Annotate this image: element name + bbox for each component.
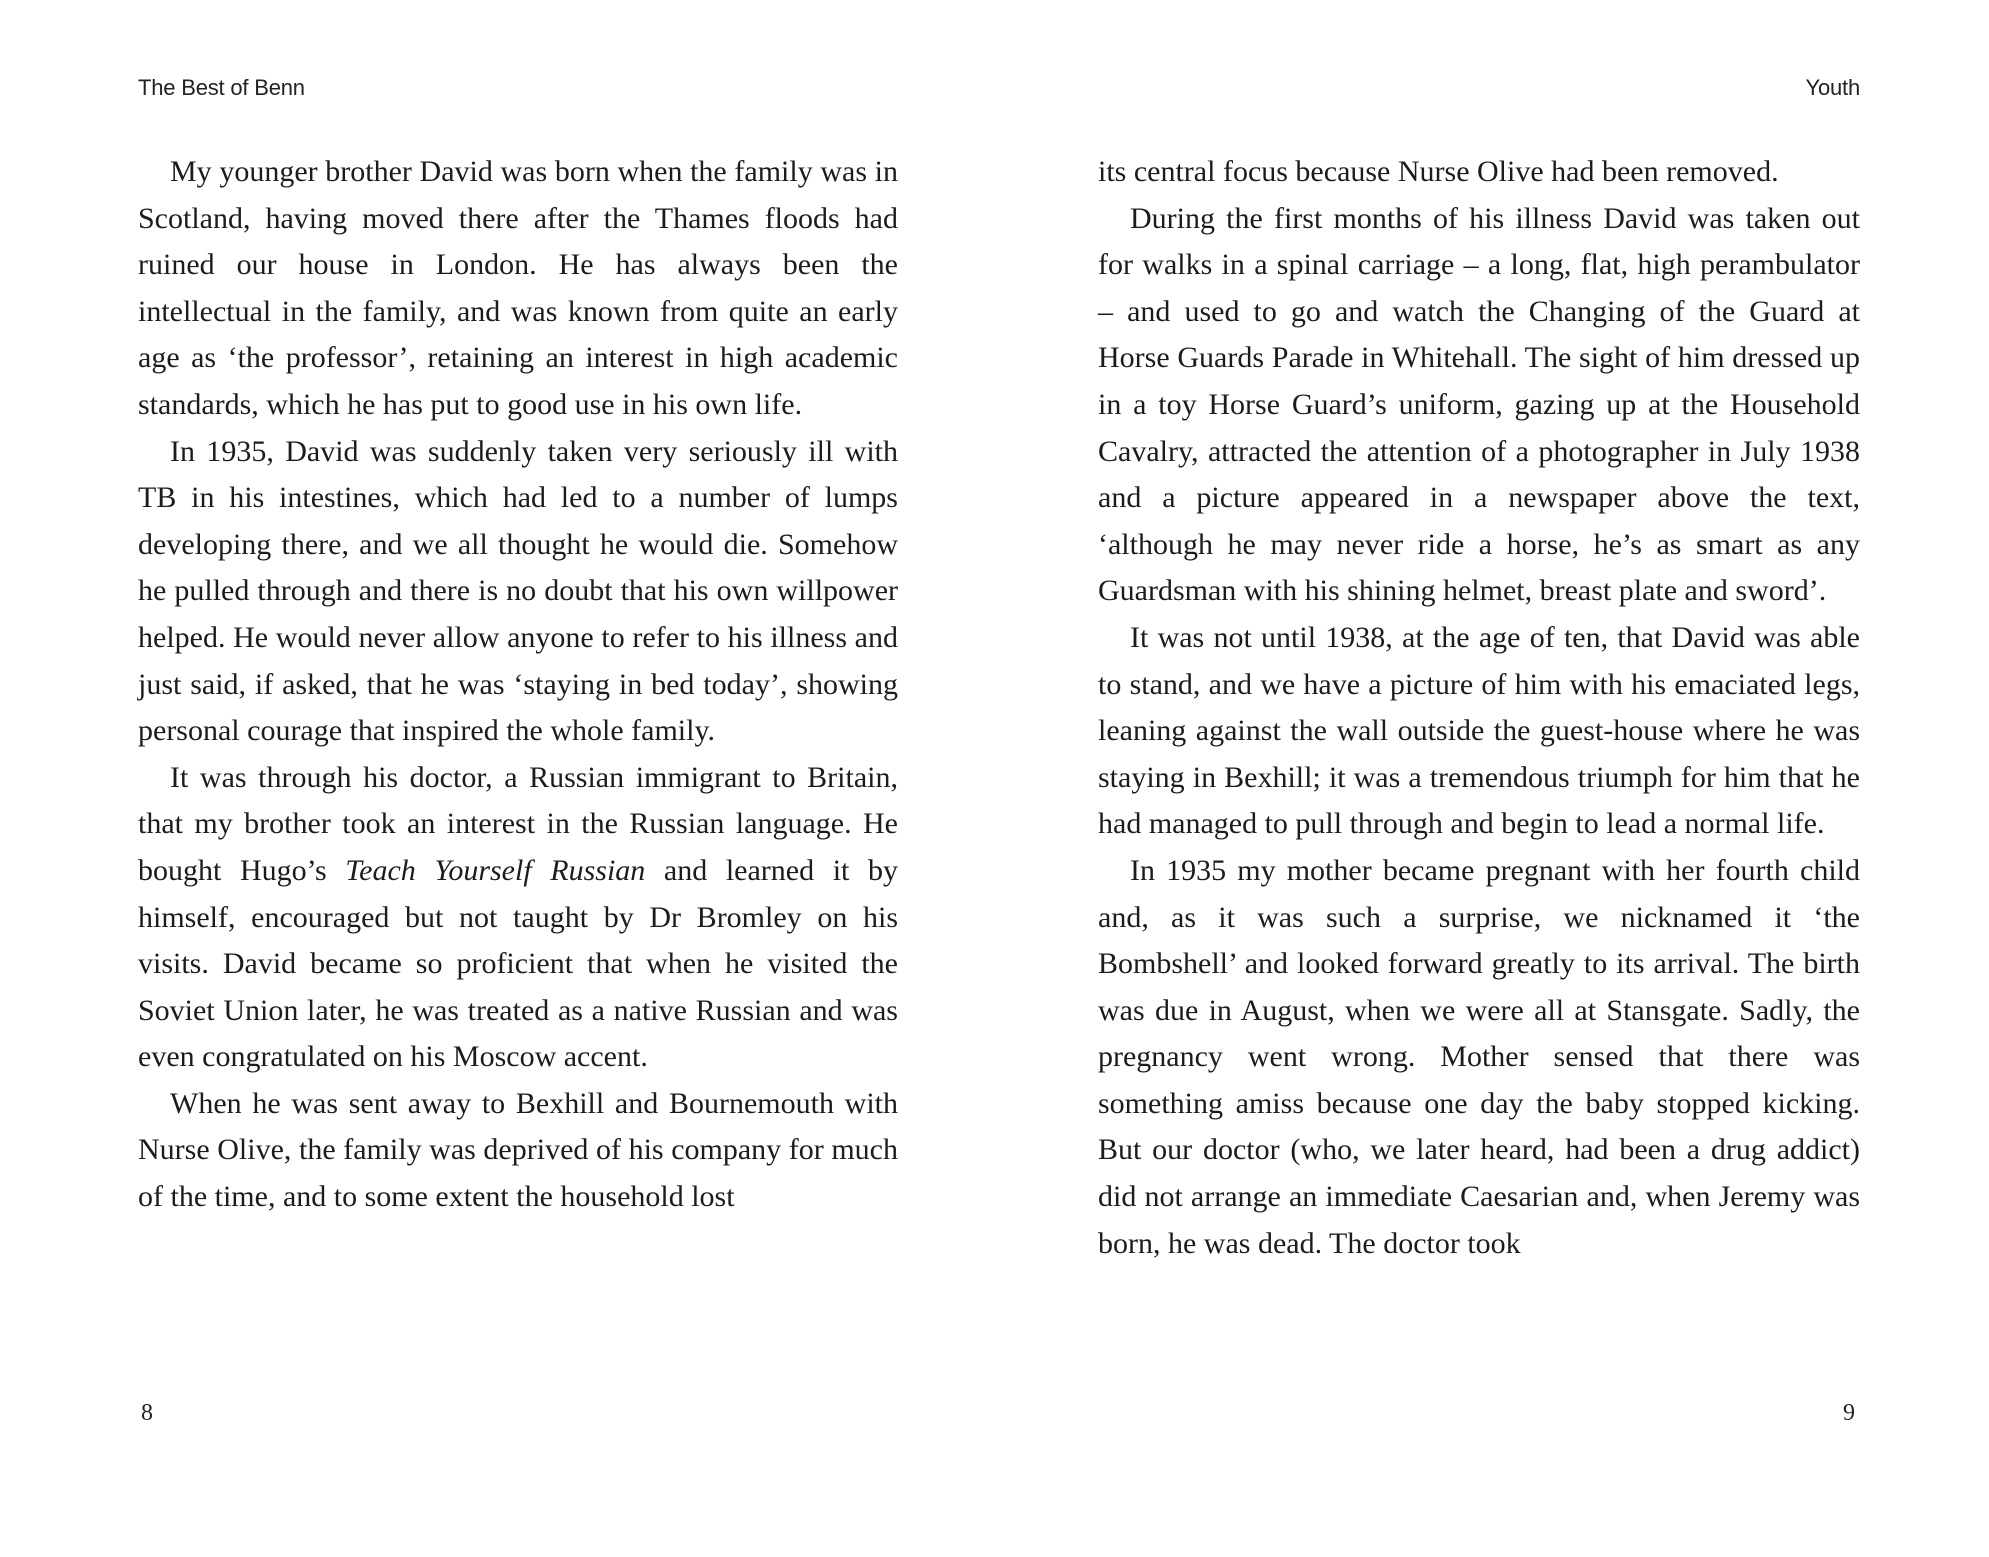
paragraph-text: and learned it by himself, encouraged but not taught by Dr Bromley on his visits. David became so proficient that when he visited the Soviet Union later, he was treated as a native Russian and was even congratulated on his Moscow accent.: [138, 853, 898, 1074]
page-number-left: 8: [141, 1400, 153, 1426]
page-number-right: 9: [1843, 1400, 1855, 1426]
paragraph-text: It was through his doctor, a Russian immigrant to Britain, that my brother took an interest in the Russian language. He bought Hugo’s: [138, 760, 898, 887]
paragraph: It was not until 1938, at the age of ten, that David was able to stand, and we have a picture of him with his emaciated legs, leaning against the wall outside the guest-house where he was staying in Bexhill; it was a tremendous triumph for him that he had managed to pull through and begin to lead a normal life.: [1098, 620, 1860, 841]
paragraph: My younger brother David was born when the family was in Scotland, having moved there after the Thames floods had ruined our house in London. He has always been the intellectual in the family, and was known from quite an early age as ‘the professor’, retaining an interest in high academic standards, which he has put to good use in his own life.: [138, 155, 898, 421]
paragraph: [138, 755, 898, 1081]
right-text-block: [1098, 149, 1860, 1267]
paragraph: In 1935 my mother became pregnant with her fourth child and, as it was such a surprise, we nicknamed it ‘the Bombshell’ and looked forward greatly to its arrival. The birth was due in August, when we were all at Stansgate. Sadly, the pregnancy went wrong. Mother sensed that there was something amiss because one day the baby stopped kicking. But our doctor (who, we later heard, had been a drug addict) did not arrange an immediate Caesarian and, when Jeremy was born, he was dead. The doctor took: [1098, 853, 1860, 1260]
book-title: Teach Yourself Russian: [345, 853, 646, 887]
running-head-left: The Best of Benn: [138, 75, 305, 100]
left-page: [0, 0, 994, 1557]
continued-paragraph: its central focus because Nurse Olive had been removed.: [1098, 155, 1779, 188]
running-head-right: Youth: [1805, 75, 1860, 100]
paragraph: When he was sent away to Bexhill and Bournemouth with Nurse Olive, the family was deprived of his company for much of the time, and to some extent the household lost: [138, 1086, 898, 1214]
paragraph: In 1935, David was suddenly taken very seriously ill with TB in his intestines, which had led to a number of lumps developing there, and we all thought he would die. Somehow he pulled through and there is no doubt that his own willpower helped. He would never allow anyone to refer to his illness and just said, if asked, that he was ‘staying in bed today’, showing personal courage that inspired the whole family.: [138, 434, 898, 748]
paragraph: During the first months of his illness David was taken out for walks in a spinal carriage – a long, flat, high perambulator – and used to go and watch the Changing of the Guard at Horse Guards Parade in Whitehall. The sight of him dressed up in a toy Horse Guard’s uniform, gazing up at the Household Cavalry, attracted the attention of a photographer in July 1938 and a picture appeared in a newspaper above the text, ‘although he may never ride a horse, he’s as smart as any Guardsman with his shining helmet, breast plate and sword’.: [1098, 201, 1860, 608]
left-text-block: [138, 149, 898, 1221]
right-page: [994, 0, 1989, 1557]
